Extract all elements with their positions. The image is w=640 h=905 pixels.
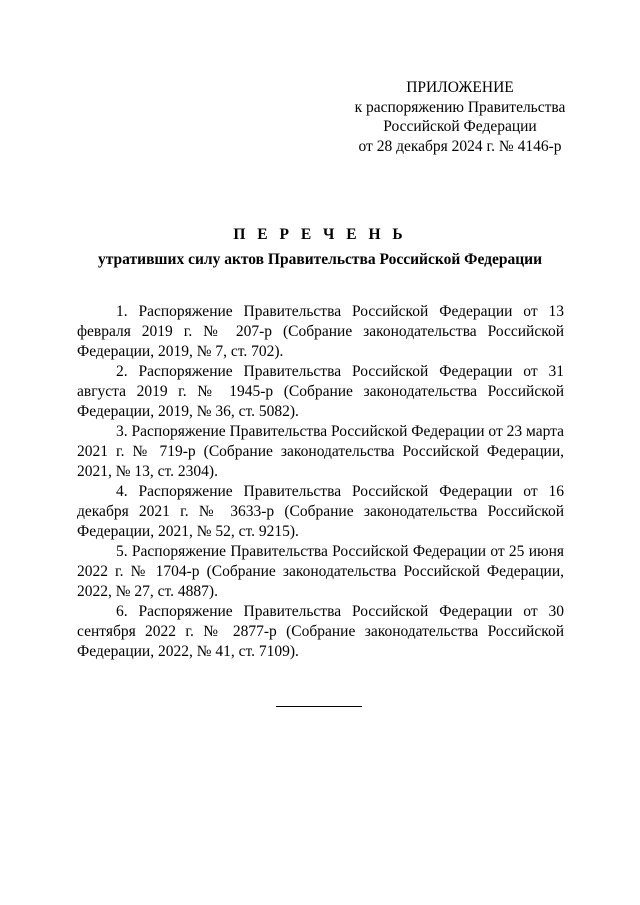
acts-list <box>77 302 564 662</box>
document-subtitle: утративших силу актов Правительства Российской Федерации <box>98 251 542 268</box>
document-title: П Е Р Е Ч Е Н Ь <box>233 226 407 243</box>
list-item: 1. Распоряжение Правительства Российской Федерации от 13 февраля 2019 г. № 207-р (Собрание законодательства Российской Федерации, 2019, № 7, ст. 702). <box>77 303 564 360</box>
appendix-date-line: от 28 декабря 2024 г. № 4146-р <box>358 137 562 155</box>
list-item: 4. Распоряжение Правительства Российской Федерации от 16 декабря 2021 г. № 3633-р (Собрание законодательства Российской Федерации, 2021, № 52, ст. 9215). <box>77 483 564 540</box>
list-item: 6. Распоряжение Правительства Российской Федерации от 30 сентября 2022 г. № 2877-р (Собрание законодательства Российской Федерации, 2022, № 41, ст. 7109). <box>77 603 564 660</box>
list-item: 2. Распоряжение Правительства Российской Федерации от 31 августа 2019 г. № 1945-р (Собрание законодательства Российской Федерации, 2019, № 36, ст. 5082). <box>77 363 564 420</box>
appendix-title: ПРИЛОЖЕНИЕ <box>406 79 514 96</box>
list-item: 5. Распоряжение Правительства Российской Федерации от 25 июня 2022 г. № 1704-р (Собрание законодательства Российской Федерации, 2022, № 27, ст. 4887). <box>77 543 564 600</box>
appendix-block <box>330 78 590 156</box>
appendix-federation-line: Российской Федерации <box>383 118 537 135</box>
appendix-order-line: к распоряжению Правительства <box>354 98 566 116</box>
closing-divider <box>276 706 362 707</box>
list-item: 3. Распоряжение Правительства Российской Федерации от 23 марта 2021 г. № 719-р (Собрание законодательства Российской Федерации, 2021, № 13, ст. 2304). <box>77 423 564 480</box>
